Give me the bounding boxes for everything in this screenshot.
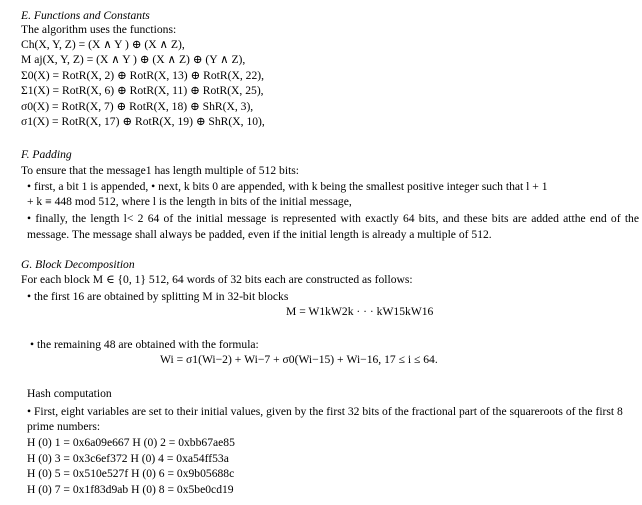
section-heading-block-decomposition: G. Block Decomposition (21, 258, 135, 271)
formula-ch: Ch(X, Y, Z) = (X ∧ Y ) ⊕ (X ∧ Z), (21, 38, 185, 51)
padding-line-3: • finally, the length l< 2 64 of the initial message is represented with exactly 64 bits, and these bits are added atthe end of the (27, 212, 639, 225)
block-formula-2: Wi = σ1(Wi−2) + Wi−7 + σ0(Wi−15) + Wi−16, 17 ≤ i ≤ 64. (160, 353, 438, 366)
block-intro: For each block M ∈ {0, 1} 512, 64 words of 32 bits each are constructed as follows: (21, 273, 413, 286)
hash-value-row: H (0) 1 = 0x6a09e667 H (0) 2 = 0xbb67ae85 (27, 436, 235, 449)
padding-intro: To ensure that the message1 has length multiple of 512 bits: (21, 164, 300, 177)
block-formula-1: M = W1kW2k · · · kW15kW16 (286, 305, 434, 318)
formula-sigma0-upper: Σ0(X) = RotR(X, 2) ⊕ RotR(X, 13) ⊕ RotR(X, 22), (21, 69, 265, 82)
hash-value-row: H (0) 5 = 0x510e527f H (0) 6 = 0x9b05688c (27, 467, 235, 480)
hash-line-2: prime numbers: (27, 420, 101, 433)
formula-sigma1-lower: σ1(X) = RotR(X, 17) ⊕ RotR(X, 19) ⊕ ShR(X, 10), (21, 115, 265, 128)
functions-intro: The algorithm uses the functions: (21, 23, 177, 36)
formula-maj: M aj(X, Y, Z) = (X ∧ Y ) ⊕ (X ∧ Z) ⊕ (Y ∧ Z), (21, 53, 246, 66)
hash-line-1: • First, eight variables are set to their initial values, given by the first 32 bits of the fractional part of the squareroots of the first 8 (27, 405, 623, 418)
padding-line-2: + k ≡ 448 mod 512, where l is the length in bits of the initial message, (27, 195, 352, 208)
padding-line-4: message. The message shall always be padded, even if the initial length is already a multiple of 512. (27, 228, 492, 241)
block-bullet-2: • the remaining 48 are obtained with the formula: (30, 338, 259, 351)
section-heading-hash: Hash computation (27, 387, 112, 400)
hash-value-row: H (0) 3 = 0x3c6ef372 H (0) 4 = 0xa54ff53a (27, 452, 229, 465)
hash-value-row: H (0) 7 = 0x1f83d9ab H (0) 8 = 0x5be0cd19 (27, 483, 234, 496)
block-bullet-1: • the first 16 are obtained by splitting M in 32-bit blocks (27, 290, 289, 303)
padding-line-1: • first, a bit 1 is appended, • next, k bits 0 are appended, with k being the smallest positive integer such that l + 1 (27, 180, 548, 193)
formula-sigma1-upper: Σ1(X) = RotR(X, 6) ⊕ RotR(X, 11) ⊕ RotR(X, 25), (21, 84, 264, 97)
section-heading-functions: E. Functions and Constants (21, 9, 150, 22)
formula-sigma0-lower: σ0(X) = RotR(X, 7) ⊕ RotR(X, 18) ⊕ ShR(X, 3), (21, 100, 254, 113)
section-heading-padding: F. Padding (21, 148, 72, 161)
